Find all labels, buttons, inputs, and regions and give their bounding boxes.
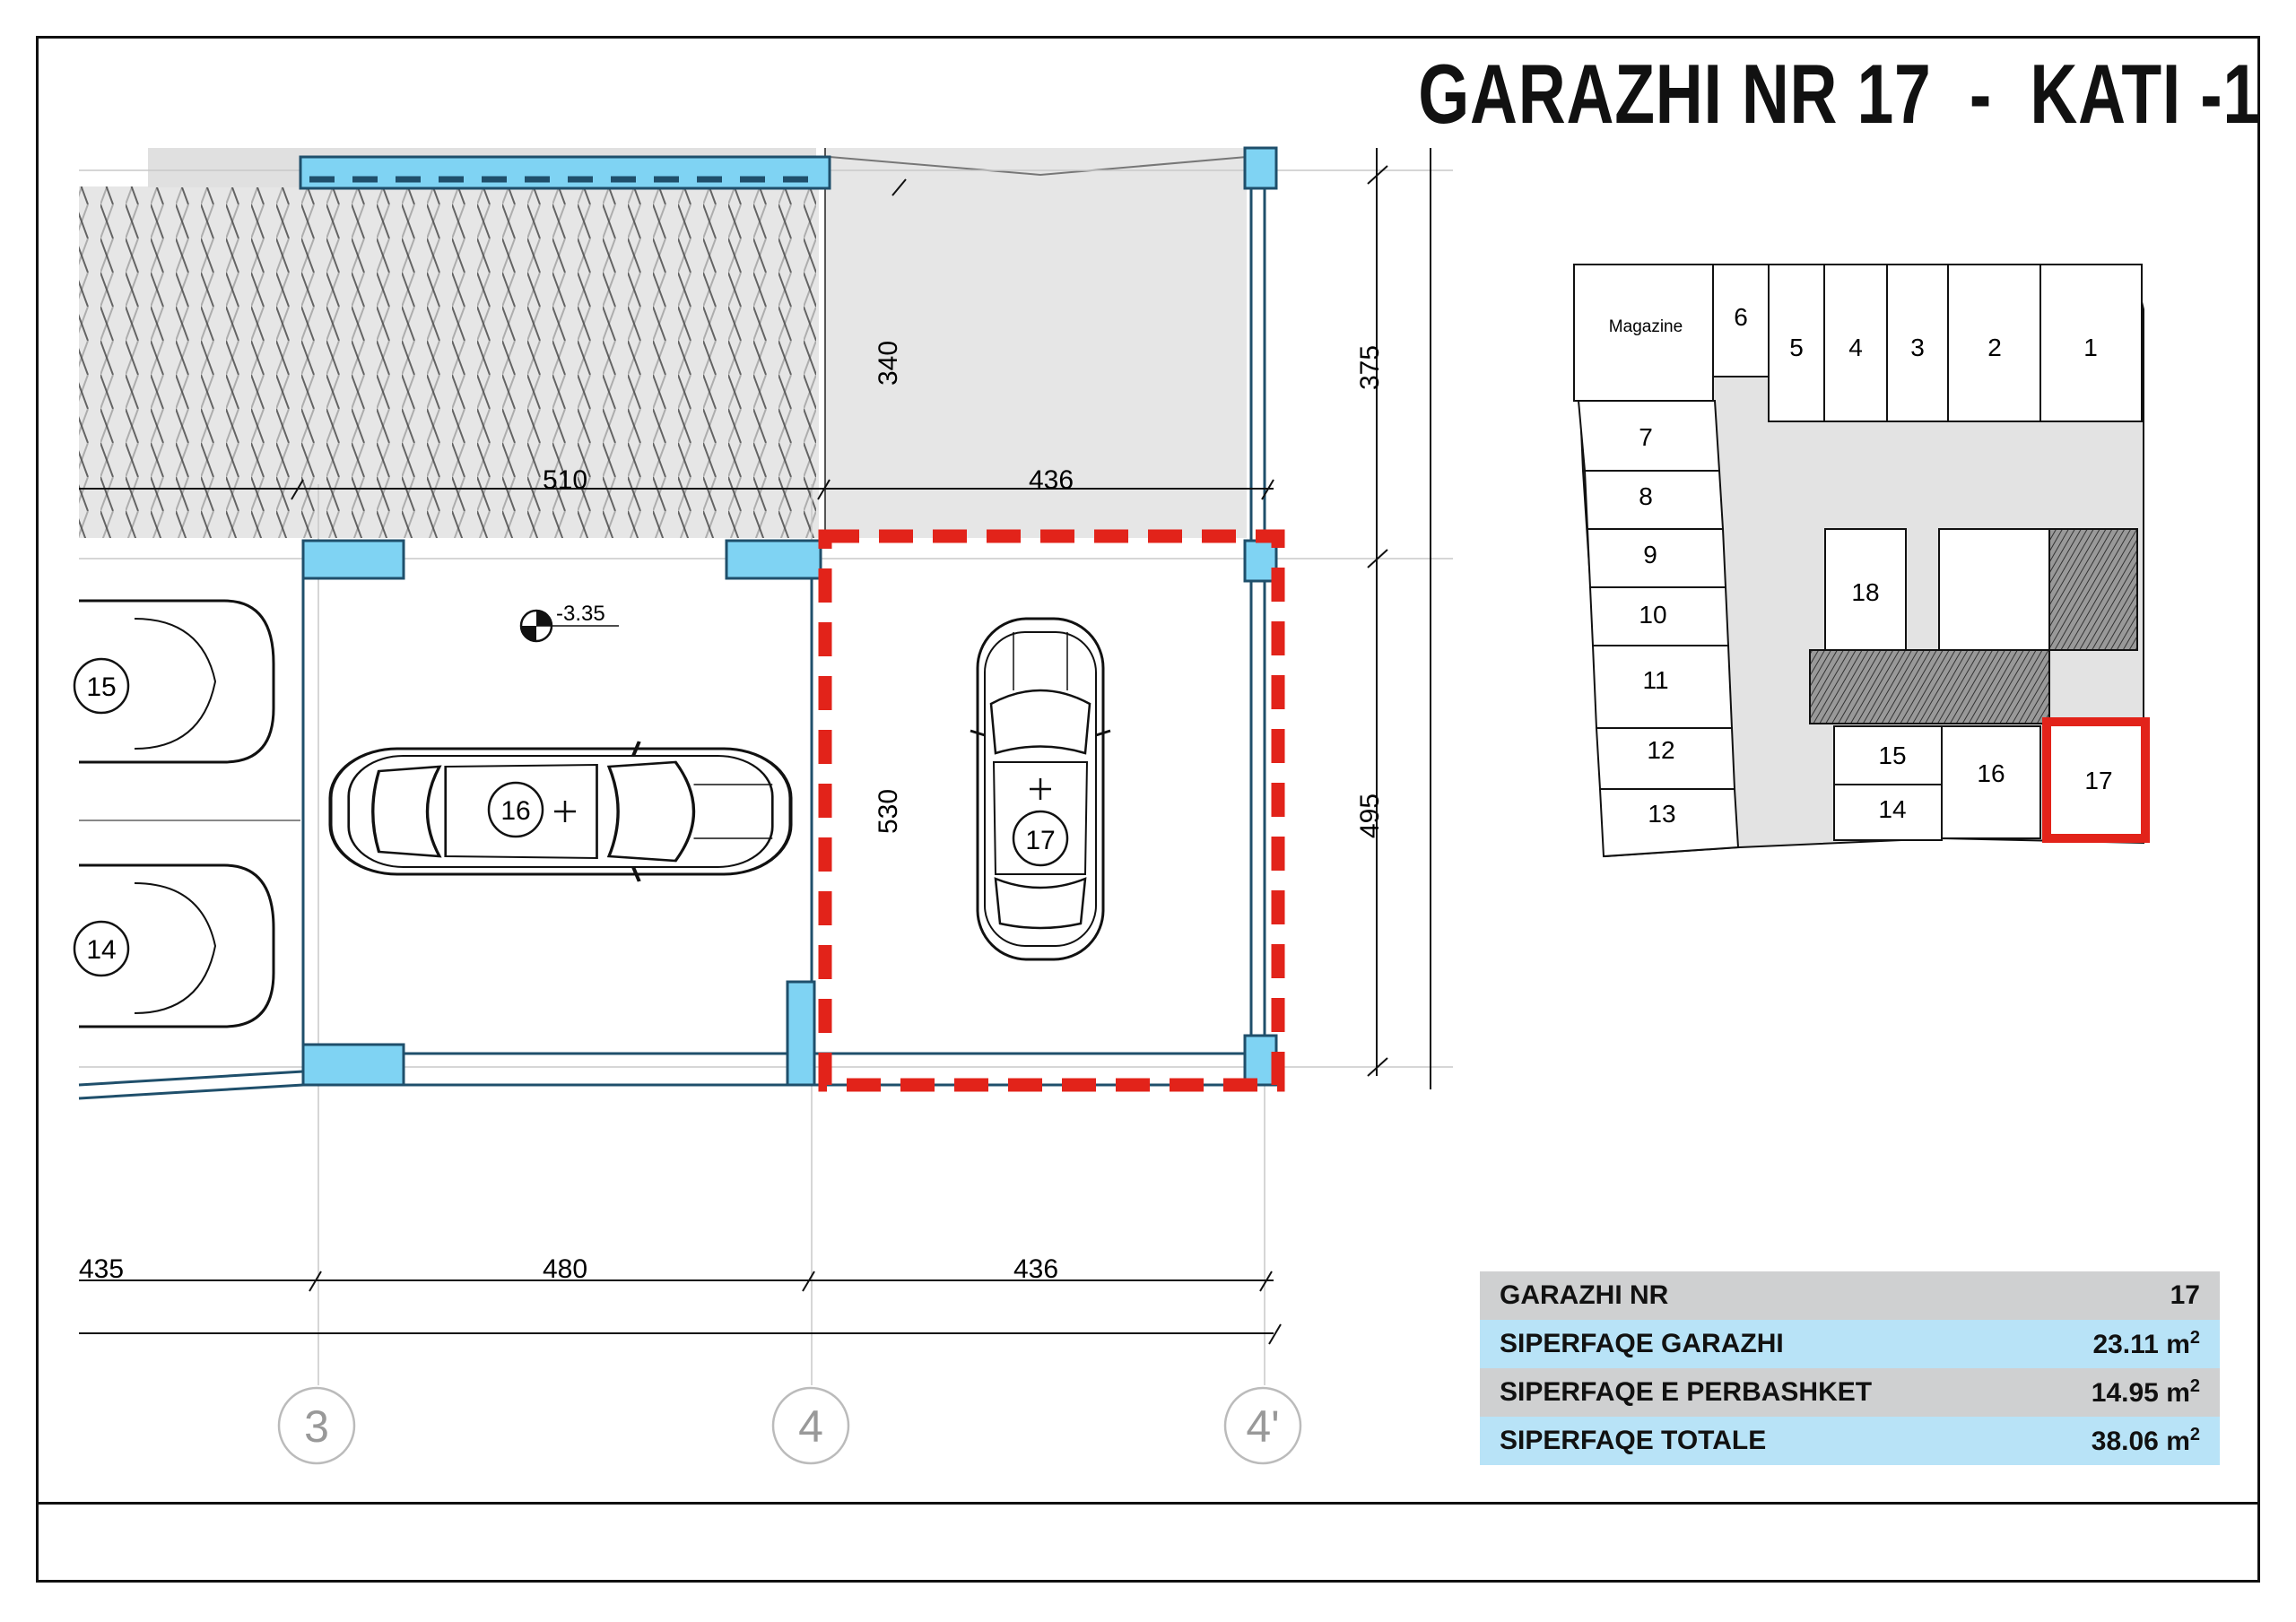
- key-15: 15: [1878, 742, 1907, 769]
- total-area-label: SIPERFAQE TOTALE: [1480, 1417, 2024, 1465]
- key-8: 8: [1639, 482, 1653, 510]
- key-3: 3: [1910, 334, 1925, 361]
- level-marker: [521, 602, 619, 641]
- dim-480: 480: [542, 1254, 588, 1284]
- dim-530: 530: [874, 788, 903, 835]
- key-4: 4: [1848, 334, 1863, 361]
- table-row: [1480, 1320, 2220, 1368]
- dim-495: 495: [1355, 793, 1385, 839]
- svg-text:4: 4: [798, 1401, 823, 1452]
- key-18: 18: [1851, 578, 1880, 606]
- key-7: 7: [1639, 423, 1653, 451]
- level-marker-label: -3.35: [556, 602, 605, 626]
- axis-3: [279, 1388, 354, 1463]
- axis-4-prime: [1225, 1388, 1300, 1463]
- axis-4: [773, 1388, 848, 1463]
- svg-text:4': 4': [1246, 1401, 1280, 1452]
- key-11: 11: [1642, 666, 1669, 694]
- key-12: 12: [1647, 736, 1675, 764]
- garage-number-label: GARAZHI NR: [1480, 1271, 2024, 1320]
- key-14: 14: [1878, 795, 1907, 823]
- table-row: [1480, 1368, 2220, 1417]
- total-area-exponent: 2: [2189, 1425, 2200, 1444]
- area-summary-table: [1480, 1271, 2220, 1465]
- car-space-17: [970, 619, 1110, 959]
- key-13: 13: [1648, 800, 1676, 828]
- table-row: [1480, 1271, 2220, 1320]
- dim-510: 510: [542, 465, 588, 495]
- space-17-label: 17: [1025, 826, 1056, 855]
- space-14-label: 14: [86, 935, 117, 965]
- dim-436-bottom: 436: [1013, 1254, 1059, 1284]
- car-space-14: [74, 865, 274, 1027]
- shared-area-label: SIPERFAQE E PERBASHKET: [1480, 1368, 2024, 1417]
- shared-area-value: 14.95 m: [2091, 1378, 2190, 1408]
- key-10: 10: [1639, 601, 1667, 629]
- key-plan: [1574, 265, 2144, 856]
- garage-area-exponent: 2: [2189, 1328, 2200, 1348]
- space-16-label: 16: [500, 796, 531, 826]
- key-17: 17: [2084, 767, 2113, 794]
- key-2: 2: [1987, 334, 2002, 361]
- key-16: 16: [1977, 759, 2005, 787]
- svg-text:3: 3: [304, 1401, 329, 1452]
- key-magazine: Magazine: [1608, 317, 1683, 336]
- table-row: [1480, 1417, 2220, 1465]
- key-6: 6: [1734, 303, 1748, 331]
- key-1: 1: [2083, 334, 2098, 361]
- dim-435: 435: [79, 1254, 125, 1284]
- sheet-title: GARAZHI NR 17 - KATI -1: [1418, 47, 2260, 141]
- shared-area-exponent: 2: [2189, 1376, 2200, 1396]
- dim-340: 340: [874, 340, 903, 386]
- space-15-label: 15: [86, 672, 117, 702]
- dim-436-top: 436: [1028, 465, 1074, 495]
- garage-area-value: 23.11 m: [2092, 1330, 2190, 1359]
- total-area-value: 38.06 m: [2091, 1427, 2190, 1456]
- car-space-15: [74, 601, 274, 762]
- garage-area-label: SIPERFAQE GARAZHI: [1480, 1320, 2024, 1368]
- key-9: 9: [1643, 541, 1657, 568]
- dim-375: 375: [1355, 344, 1385, 391]
- key-5: 5: [1789, 334, 1804, 361]
- garage-number-value: 17: [2024, 1271, 2220, 1320]
